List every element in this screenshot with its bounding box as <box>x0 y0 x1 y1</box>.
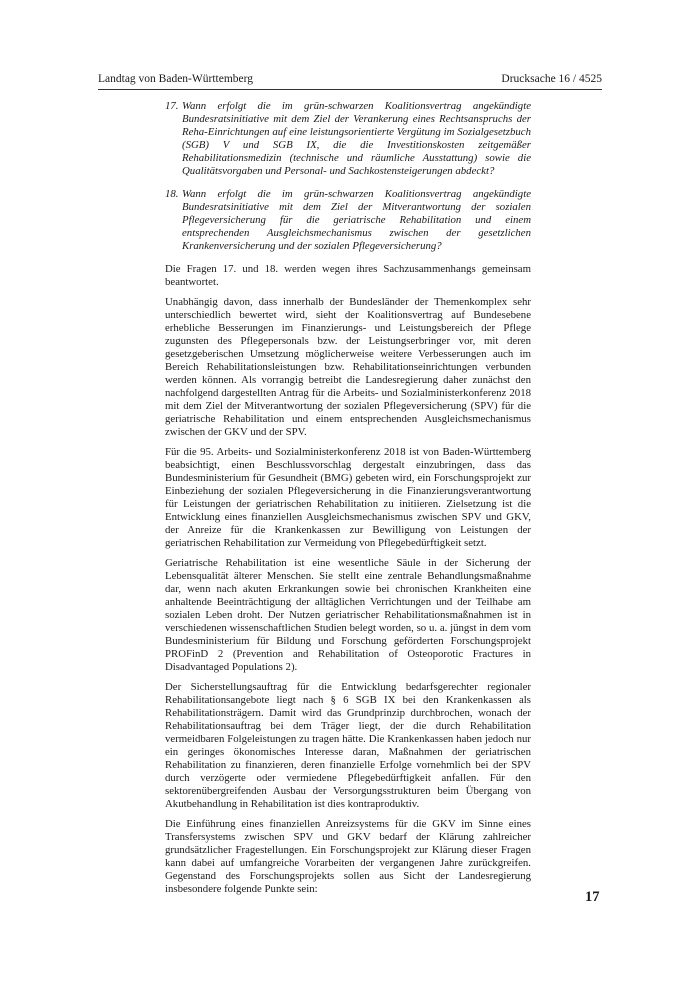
question-number: 17. <box>165 100 179 112</box>
page-number: 17 <box>585 889 600 905</box>
answer-paragraph: Die Einführung eines finanziellen Anreizsystems für die GKV im Sinne eines Transfersystems zwischen SPV und GKV bedarf der Klärung zahlreicher grundsätzlicher Fragestellungen. Ein Forschungsprojekt zur Klärung dieser Fragen kann dabei auf umfangreiche Vorarbeiten der vergangenen Jahre zurückgreifen. Gegenstand des Forschungsprojekts sollen aus Sicht der Landesregierung insbesondere folgende Punkte sein: <box>165 818 531 895</box>
answer-paragraph: Für die 95. Arbeits- und Sozialministerkonferenz 2018 ist von Baden-Württemberg beabsichtigt, einen Beschlussvorschlag dergestalt einzubringen, dass das Bundesministerium für Gesundheit (BMG) gebeten wird, ein Forschungsprojekt zur Einbeziehung der sozialen Pflegeversicherung in die Finanzierungsverantwortung für Leistungen der geriatrischen Rehabilitation zu initiieren. Zielsetzung ist die Entwicklung eines finanziellen Ausgleichsmechanismus zwischen SPV und GKV, der Anreize für die Krankenkassen zur Bewilligung von Leistungen der geriatrischen Rehabilitation zur Vermeidung von Pflegebedürftigkeit setzt. <box>165 446 531 549</box>
question-18 <box>165 188 531 253</box>
question-text: Wann erfolgt die im grün-schwarzen Koalitionsvertrag angekündigte Bundesratsinitiative mit dem Ziel der Mitverantwortung der sozialen Pflegeversicherung für die geriatrische Rehabilitation und einem entsprechenden Ausgleichsmechanismus zwischen der gesetzlichen Krankenversicherung und der sozialen Pflegeversicherung? <box>182 188 531 252</box>
question-text: Wann erfolgt die im grün-schwarzen Koalitionsvertrag angekündigte Bundesratsinitiative mit dem Ziel der Verankerung eines Rechtsanspruchs der Reha-Einrichtungen auf eine leistungsorientierte Vergütung im Sozialgesetzbuch (SGB) V und SGB IX, die die Investitionskosten zeitgemäßer Rehabilitationsmedizin (technische und räumliche Ausstattung) sowie die Qualitätsvorgaben und Personal- und Sachkostensteigerungen abdeckt? <box>182 100 531 177</box>
answer-paragraph: Die Fragen 17. und 18. werden wegen ihres Sachzusammenhangs gemeinsam beantwortet. <box>165 263 531 288</box>
answer-paragraph: Geriatrische Rehabilitation ist eine wesentliche Säule in der Sicherung der Lebensqualität älterer Menschen. Sie stellt eine zentrale Behandlungsmaßnahme dar, wenn nach akuten Erkrankungen sowie bei chronischen Krankheiten eine anhaltende Beeinträchtigung der alltäglichen Verrichtungen und der Teilhabe am sozialen Leben droht. Der Nutzen geriatrischer Rehabilitationsmaßnahmen ist in verschiedenen wissenschaftlichen Studien belegt worden, so u. a. jüngst in dem vom Bundesministerium für Bildung und Forschung geförderten Forschungsprojekt PROFinD 2 (Prevention and Rehabilitation of Osteoporotic Fractures in Disadvantaged Populations 2). <box>165 557 531 673</box>
document-body <box>165 100 531 903</box>
question-number: 18. <box>165 188 179 200</box>
header-parliament-name: Landtag von Baden-Württemberg <box>98 73 253 85</box>
header-document-number: Drucksache 16 / 4525 <box>501 73 602 85</box>
page-header <box>98 72 602 90</box>
question-17 <box>165 100 531 178</box>
answer-paragraph: Der Sicherstellungsauftrag für die Entwicklung bedarfsgerechter regionaler Rehabilitationsangebote liegt nach § 6 SGB IX bei den Krankenkassen als Rehabilitationsträgern. Damit wird das Grundprinzip durchbrochen, wonach der Rehabilitationsauftrag bei dem Träger liegt, der die durch Rehabilitation vermeidbaren Folgeleistungen zu tragen hätte. Die Krankenkassen haben jedoch nur ein geringes ökonomisches Interesse daran, Maßnahmen der geriatrischen Rehabilitation zu finanzieren, deren finanzielle Erfolge vornehmlich bei der SPV durch verzögerte oder vermiedene Pflegebedürftigkeit anfallen. Für den sektorenübergreifenden Ausbau der Versorgungsstrukturen beim Übergang von Akutbehandlung in Rehabilitation ist dies kontraproduktiv. <box>165 681 531 810</box>
answer-paragraph: Unabhängig davon, dass innerhalb der Bundesländer der Themenkomplex sehr unterschiedlich bewertet wird, sieht der Koalitionsvertrag auf Bundesebene erhebliche Besserungen im Finanzierungs- und Leistungsbereich der Pflege zugunsten des Pflegepersonals bzw. der Leistungserbringer vor, mit deren gesetzgeberischen Umsetzung möglicherweise weitere Verbesserungen auch im Bereich Rehabilitationsleistungen bzw. Rehabilitationseinrichtungen verbunden werden können. Als vorrangig betreibt die Landesregierung daher zunächst den nachfolgend dargestellten Antrag für die Arbeits- und Sozialministerkonferenz 2018 mit dem Ziel der Mitverantwortung der sozialen Pflegeversicherung (SPV) für die geriatrische Rehabilitation und einem entsprechenden Ausgleichsmechanismus zwischen der GKV und der SPV. <box>165 296 531 438</box>
